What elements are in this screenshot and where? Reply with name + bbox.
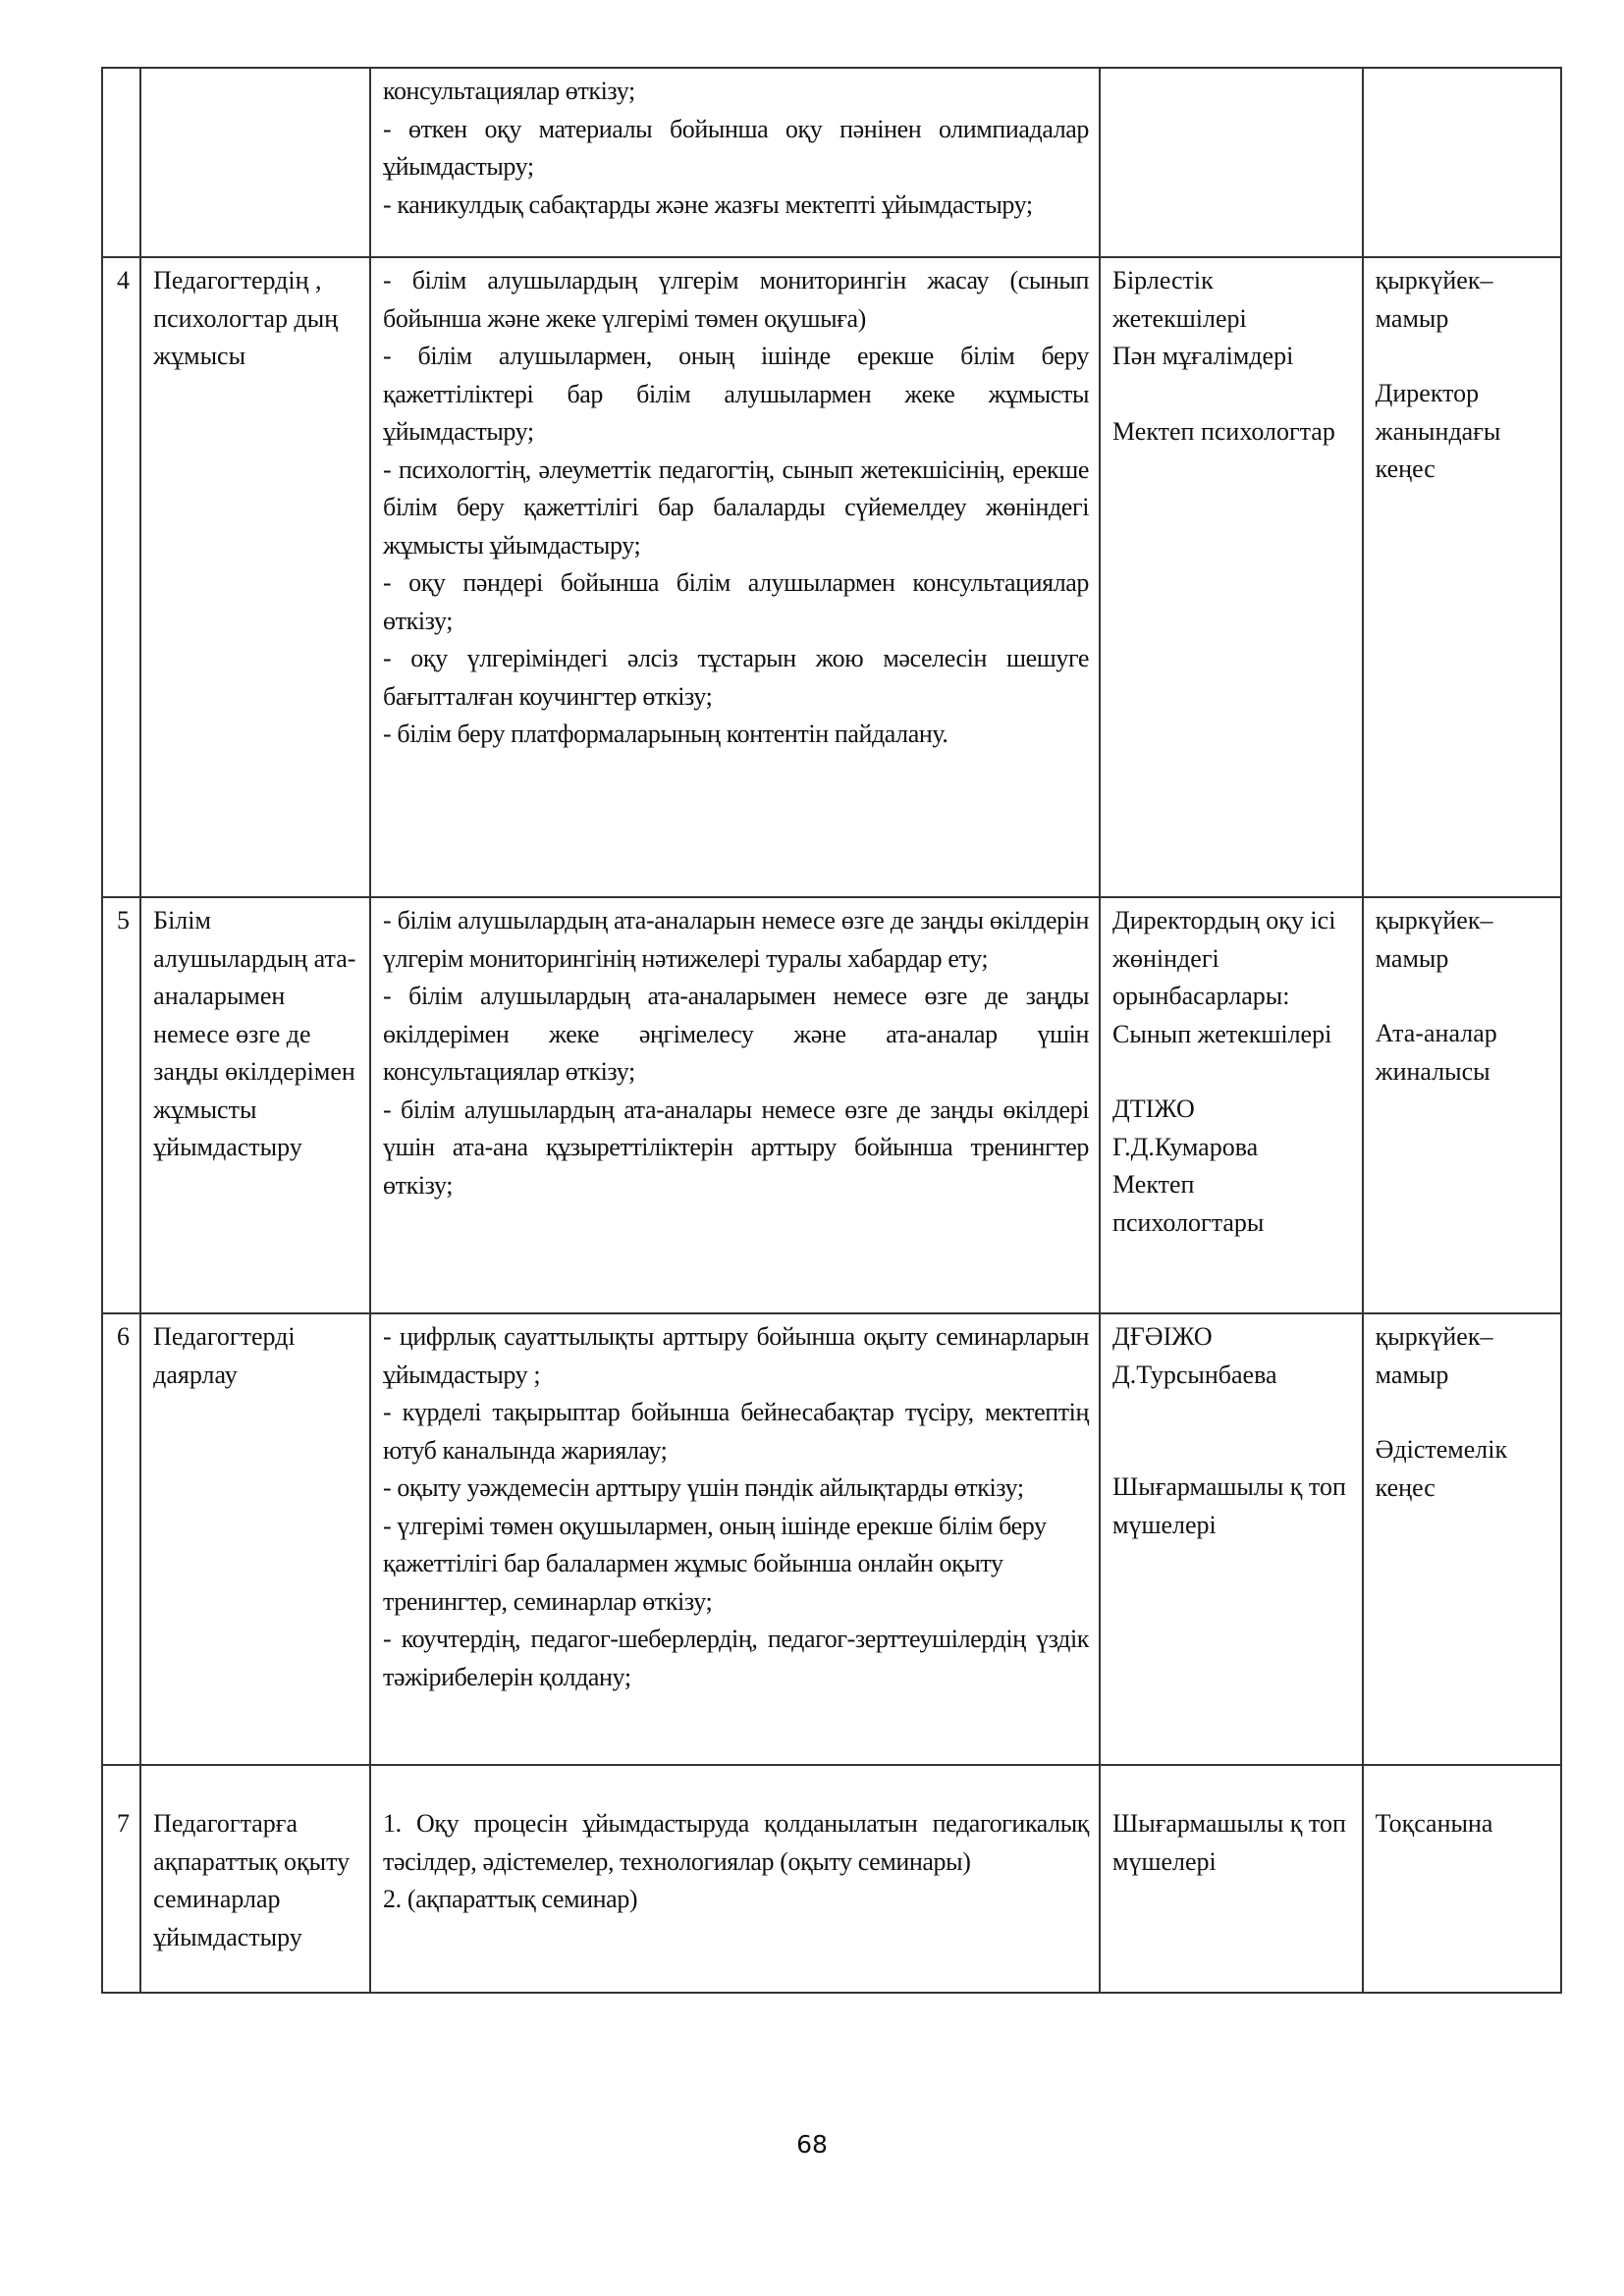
row-topic: Білім алушылардың ата-аналарымен немесе өзге де заңды өкілдерімен жұмысты ұйымдастыру [140,897,370,1313]
row-topic: Педагогтарға ақпараттық оқыту семинарлар ұйымдастыру [140,1765,370,1993]
responsible-line: Мектеп психологтар [1112,416,1335,446]
plan-table [101,67,1562,1994]
action-item: - коучтердің, педагог-шеберлердің, педагог-зерттеушілердің үздік тәжірибелерін қолдану; [383,1625,1090,1691]
row-responsible [1100,1313,1363,1765]
responsible-line: Г.Д.Кумарова [1112,1132,1259,1161]
table-row [102,897,1561,1313]
row-actions [370,897,1100,1313]
responsible-line: Мектеп психологтары [1112,1170,1265,1237]
action-item: - білім алушылардың үлгерім мониторингін жасау (сынып бойынша және жеке үлгерімі төмен оқушыға) [383,266,1090,333]
action-item: - өткен оқу материалы бойынша оқу пәнінен олимпиадалар ұйымдастыру; [383,114,1090,181]
row-deadline [1363,68,1561,257]
row-actions [370,1765,1100,1993]
action-item: - білім беру платформаларының контентін пайдалану. [383,720,948,748]
responsible-line: ДҒӘІЖО [1112,1322,1213,1351]
responsible-line: Шығармашылы қ топ мүшелері [1112,1809,1346,1876]
action-item: - оқу үлгеріміндегі әлсіз тұстарын жою мәселесін шешуге бағытталған коучингтер өткізу; [383,644,1090,711]
responsible-line: Бірлестік жетекшілері [1112,266,1247,333]
spacer [1112,376,1352,413]
deadline-reporting: Ата-аналар жиналысы [1375,1019,1497,1086]
row-number: 6 [102,1313,140,1765]
table-row [102,257,1561,897]
row-deadline [1363,1313,1561,1765]
deadline-reporting: Әдістемелік кеңес [1375,1435,1508,1502]
page-number: 68 [796,2130,828,2159]
deadline-period: Тоқсанына [1375,1809,1493,1838]
action-item: 2. (ақпараттық семинар) [383,1885,638,1913]
deadline-period: қыркүйек–мамыр [1375,1322,1493,1389]
action-item: - білім алушылардың ата-аналары немесе өзге де заңды өкілдері үшін ата-ана құзыреттіліктерін арттыру бойынша тренингтер өткізу; [383,1095,1090,1200]
action-item: - күрделі тақырыптар бойынша бейнесабақтар түсіру, мектептің ютуб каналында жариялау; [383,1398,1090,1465]
action-item: - білім алушылардың ата-аналарын немесе өзге де заңды өкілдерін үлгерім мониторингінің нәтижелері туралы хабардар ету; [383,906,1090,973]
row-responsible [1100,1765,1363,1993]
row-actions [370,1313,1100,1765]
responsible-line: Пән мұғалімдері [1112,342,1294,370]
row-number: 4 [102,257,140,897]
action-item: - оқыту уәждемесін арттыру үшін пәндік айлықтарды өткізу; [383,1473,1024,1502]
responsible-line: ДТІЖО [1112,1095,1195,1123]
row-responsible [1100,68,1363,257]
action-item: - цифрлық сауаттылықты арттыру бойынша оқыту семинарларын ұйымдастыру ; [383,1322,1090,1389]
action-item: - үлгерімі төмен оқушылармен, оның ішінде ерекше білім беру қажеттілігі бар балалармен жұмыс бойынша онлайн оқыту тренингтер, семинарлар өткізу; [383,1511,1047,1616]
responsible-line: Шығармашылы қ топ мүшелері [1112,1472,1346,1539]
row-actions [370,68,1100,257]
row-topic: Педагогтерді даярлау [140,1313,370,1765]
action-item: - психологтің, әлеуметтік педагогтің, сынып жетекшісінің, ерекше білім беру қажеттілігі бар балаларды сүйемелдеу жөніндегі жұмысты ұйымдастыру; [383,454,1090,560]
spacer [1376,978,1550,1015]
action-item: 1. Оқу процесін ұйымдастыруда қолданылатын педагогикалық тәсілдер, әдістемелер, технологиялар (оқыту семинары) [383,1809,1090,1876]
table-row [102,68,1561,257]
row-topic: Педагогтердің , психологтар дың жұмысы [140,257,370,897]
row-responsible [1100,257,1363,897]
action-item: - білім алушылардың ата-аналарымен немесе өзге де заңды өкілдерімен жеке әңгімелесу және ата-аналар үшін консультациялар өткізу; [383,982,1090,1086]
spacer [1376,1394,1550,1431]
responsible-line: Д.Турсынбаева [1112,1360,1277,1389]
spacer [1112,1053,1352,1091]
spacer [1112,1431,1352,1468]
row-topic [140,68,370,257]
responsible-line: Сынып жетекшілері [1112,1019,1332,1048]
action-item: - білім алушылармен, оның ішінде ерекше білім беру қажеттіліктері бар білім алушылармен жеке жұмысты ұйымдастыру; [383,342,1090,446]
row-deadline [1363,897,1561,1313]
row-actions [370,257,1100,897]
row-responsible [1100,897,1363,1313]
row-number [102,68,140,257]
action-item: консультациялар өткізу; [383,77,635,105]
row-number: 5 [102,897,140,1313]
deadline-period: қыркүйек–мамыр [1375,266,1493,333]
deadline-reporting: Директор жанындағы кеңес [1375,379,1501,483]
row-deadline [1363,257,1561,897]
row-deadline [1363,1765,1561,1993]
spacer [1112,1394,1352,1431]
table-row [102,1313,1561,1765]
row-number: 7 [102,1765,140,1993]
spacer [1376,338,1550,375]
action-item: - оқу пәндері бойынша білім алушылармен консультациялар өткізу; [383,568,1090,635]
action-item: - каникулдық сабақтарды және жазғы мектепті ұйымдастыру; [383,189,1033,219]
deadline-period: қыркүйек–мамыр [1375,906,1493,973]
responsible-line: Директордың оқу ісі жөніндегі орынбасарлары: [1112,906,1336,1010]
table-row [102,1765,1561,1993]
